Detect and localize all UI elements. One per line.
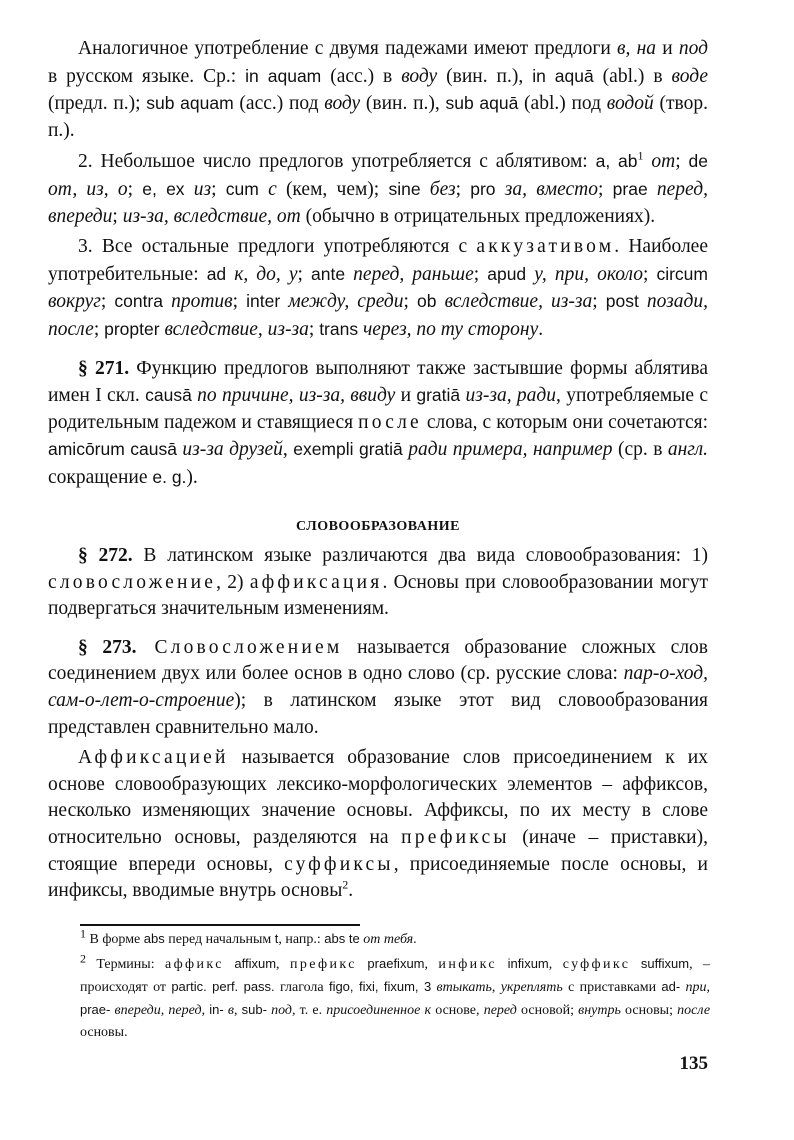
latin-term: inter <box>246 291 281 312</box>
text: и <box>656 38 679 59</box>
latin-term: cum <box>225 178 259 199</box>
footnote-1 <box>80 928 710 951</box>
text: , <box>282 439 294 461</box>
russian-term: от тебя <box>359 932 414 947</box>
footnote-ref[interactable]: 1 <box>637 148 644 163</box>
footnote-2 <box>80 953 710 1044</box>
russian-term: под <box>678 38 708 59</box>
russian-term: присоединенное к <box>326 1003 432 1018</box>
russian-term: за, вместо <box>495 178 599 200</box>
text: , <box>201 1003 210 1018</box>
latin-term: a, ab <box>595 151 638 172</box>
latin-term: figo, fixi, fixum, 3 <box>328 979 432 994</box>
spaced-term: инфикс <box>438 957 498 972</box>
text: слова, с которым они сочетаются: <box>421 411 708 433</box>
footnote-ref[interactable]: 2 <box>342 877 349 892</box>
section-number: § 273. <box>78 636 137 658</box>
latin-term: t <box>274 931 279 946</box>
russian-term: внутрь <box>578 1003 621 1018</box>
russian-term: к, до, у <box>226 263 298 285</box>
russian-term: англ. <box>667 439 709 461</box>
russian-term: при <box>680 980 707 995</box>
latin-term: trans <box>319 318 359 339</box>
latin-term: sub aquā <box>445 93 519 114</box>
latin-term: e, ex <box>142 178 185 199</box>
main-text <box>48 36 708 492</box>
text: , <box>706 980 711 995</box>
latin-term: propter <box>104 318 160 339</box>
text: (abl.) под <box>518 93 607 115</box>
section-heading: СЛОВООБРАЗОВАНИЕ <box>296 519 460 534</box>
latin-term: affixum <box>223 956 277 971</box>
spaced-term: Аффиксацией <box>78 747 229 769</box>
text: ; <box>642 263 657 285</box>
russian-term: перед <box>483 1003 517 1018</box>
text: с приставками <box>562 980 662 995</box>
latin-term: partic. perf. pass. <box>171 979 275 994</box>
latin-term: exempli gratiā <box>293 439 403 460</box>
russian-term: от <box>643 151 676 173</box>
paragraph-intro <box>48 36 708 144</box>
paragraph-ablative <box>48 148 708 230</box>
russian-term: после <box>677 1003 711 1018</box>
text: 3. Все остальные предлоги употребляются с <box>78 236 477 258</box>
russian-term: из-за, вследствие, от <box>122 205 301 227</box>
russian-term: воду <box>401 65 438 87</box>
russian-term: через, по ту сторону <box>358 318 539 340</box>
text: ; <box>100 291 115 313</box>
latin-term: de <box>688 151 708 172</box>
latin-term: contra <box>114 291 163 312</box>
latin-term: in- <box>209 1002 224 1017</box>
russian-term: у, при, около <box>526 263 643 285</box>
latin-term: prae <box>612 178 648 199</box>
latin-term: in aquā <box>532 65 594 86</box>
text: ; <box>127 178 143 200</box>
russian-term: перед, впереди <box>48 178 708 227</box>
latin-term: gratiā <box>416 385 461 406</box>
word-formation-text <box>48 543 708 905</box>
russian-term: вокруг <box>48 291 101 313</box>
text: называется образование слов присоединением к их основе словообразующих лексико-морфологических элементов – аффиксов, несколько изменяющих значение основы. Аффиксы, по их месту в слове относительно основы, разделяются на <box>48 747 708 848</box>
russian-term: воду <box>324 93 361 115</box>
russian-term: между, среди <box>280 291 404 313</box>
latin-term: in aquam <box>245 65 322 86</box>
paragraph-affixation <box>48 745 708 905</box>
text: (вин. п.), <box>437 65 533 87</box>
text: ; <box>403 291 418 313</box>
text: (предл. п.); <box>48 93 147 115</box>
russian-term: впереди, перед <box>110 1003 202 1018</box>
text: (acc.) под <box>233 93 325 115</box>
russian-term: от, из, о <box>48 178 128 200</box>
text: (ср. в <box>612 439 668 461</box>
text: называется образование сложных слов соединением двух или более основ в одно слово (ср. русские слова: <box>48 636 709 685</box>
latin-term: post <box>605 291 639 312</box>
russian-term: из <box>184 178 212 200</box>
paragraph-accusative <box>48 234 708 343</box>
spaced-term: после <box>358 411 422 433</box>
latin-term: suffixum <box>630 956 690 971</box>
latin-term: ad <box>206 263 227 284</box>
russian-term: против <box>163 291 233 313</box>
latin-term: pro <box>470 178 496 199</box>
russian-term: ради примера, например <box>402 439 613 461</box>
page-number: 135 <box>679 1053 708 1074</box>
spaced-term: аффиксация <box>249 571 383 593</box>
text: в русском языке. Ср.: <box>48 65 246 87</box>
text: 2. Небольшое число предлогов употребляется с аблятивом: <box>78 151 596 173</box>
latin-term: sub aquam <box>146 93 234 114</box>
latin-term: apud <box>487 263 527 284</box>
latin-term: causā <box>145 385 192 406</box>
russian-term: позади, после <box>48 291 709 340</box>
paragraph-273 <box>48 635 708 741</box>
russian-term: из-за, ради <box>460 385 557 407</box>
text: сокращение <box>48 466 153 488</box>
text: , т. е. <box>292 1003 327 1018</box>
text: Функцию предлогов выполняют также застывшие формы аблятива имен I скл. <box>48 357 708 407</box>
text: В латинском языке различаются два вида словообразования: 1) <box>132 545 709 566</box>
footnote-mark: 2 <box>80 951 86 966</box>
latin-term: sine <box>388 178 421 199</box>
text: ; <box>211 178 226 200</box>
spaced-term: суффиксы <box>284 853 394 875</box>
text: (обычно в отрицательных предложениях). <box>300 205 656 227</box>
text: . <box>538 318 544 340</box>
spaced-term: префикс <box>289 957 357 972</box>
text: . Наиболее употребительные: <box>48 236 708 285</box>
spaced-term: суффикс <box>562 957 631 972</box>
russian-term: под <box>266 1003 292 1018</box>
footnote-mark: 1 <box>80 926 86 941</box>
paragraph-271 <box>48 356 708 492</box>
text: , употребляемые с родительным падежом и ставящиеся <box>48 385 708 433</box>
text: ; <box>455 178 471 200</box>
russian-term: водой <box>606 93 654 115</box>
latin-term: ad- <box>661 979 681 994</box>
text: ; <box>232 291 247 313</box>
text: , 2) <box>216 571 250 593</box>
russian-term: вследствие, из-за <box>436 291 593 313</box>
russian-term: с <box>258 178 277 200</box>
footnote-divider <box>80 924 360 926</box>
text: Аналогичное употребление с двумя падежами имеют предлоги <box>78 38 618 59</box>
latin-term: abs te <box>324 931 360 946</box>
text: В форме <box>86 932 144 947</box>
russian-term: из-за друзей <box>176 439 283 461</box>
text: , присоединяемые после основы, и инфиксы, вводимые внутрь основы <box>48 853 708 902</box>
latin-term: prae- <box>80 1002 111 1017</box>
text: , <box>276 957 290 972</box>
text: , напр.: <box>278 932 325 947</box>
russian-term: без <box>420 178 456 200</box>
text: (твор. п.). <box>48 93 708 141</box>
text: . Основы при словообразовании могут подвергаться значительным изменениям. <box>48 571 708 620</box>
russian-term: втыкать, укреплять <box>431 980 563 995</box>
text: и <box>395 385 417 407</box>
text: ; <box>473 263 488 285</box>
latin-term: infixum <box>497 956 549 971</box>
text: , <box>548 957 563 972</box>
text: (abl.) в <box>593 65 672 87</box>
spaced-term: аккузативом <box>476 236 615 258</box>
text: глагола <box>274 980 329 995</box>
text: (кем, чем); <box>276 178 389 200</box>
text: (acc.) в <box>321 65 402 87</box>
text: ; <box>308 318 320 340</box>
russian-term: в <box>223 1003 234 1018</box>
latin-term: amicōrum causā <box>48 439 177 460</box>
text: ; <box>598 178 613 200</box>
text: ); в латинском языке этот вид словообразования представлен сравнительно мало. <box>48 689 708 738</box>
text: ; <box>93 318 105 340</box>
text: основы. <box>80 1025 128 1040</box>
russian-term: перед, раньше <box>345 263 474 285</box>
russian-term: вследствие, из-за <box>159 318 309 340</box>
russian-term: в, на <box>617 38 657 59</box>
latin-term: praefixum <box>356 956 425 971</box>
text: , – происходят от <box>80 957 711 995</box>
text: , <box>424 957 439 972</box>
paragraph-272 <box>48 543 708 623</box>
latin-term: sub- <box>241 1002 267 1017</box>
text: ; <box>297 263 312 285</box>
russian-term: пар-о-ход, сам-о-лет-о-строение <box>48 663 708 711</box>
spaced-term: префиксы <box>401 826 510 848</box>
latin-term: circum <box>656 263 708 284</box>
text: (вин. п.), <box>360 93 446 115</box>
text: , <box>233 1003 242 1018</box>
section-number: § 272. <box>78 545 133 566</box>
latin-term: e. g. <box>152 466 187 487</box>
text: . <box>348 880 354 902</box>
spaced-term: аффикс <box>165 957 224 972</box>
latin-term: ante <box>311 263 346 284</box>
russian-term: по причине, из-за, ввиду <box>191 385 396 407</box>
text: (иначе – приставки), стоящие впереди основы, <box>48 826 708 875</box>
text: основы; <box>620 1003 678 1018</box>
text: ). <box>186 466 198 488</box>
text: . <box>413 932 417 947</box>
latin-term: abs <box>143 931 165 946</box>
text: основой; <box>516 1003 579 1018</box>
spaced-term: Словосложением <box>136 636 343 658</box>
text: ; <box>675 151 689 173</box>
text: ; <box>112 205 123 227</box>
spaced-term: словосложение <box>48 571 217 593</box>
text: перед начальным <box>164 932 275 947</box>
section-number: § 271. <box>78 357 130 379</box>
text: основе, <box>431 1003 484 1018</box>
text: ; <box>592 291 606 313</box>
footnotes <box>80 928 710 1044</box>
text: Термины: <box>86 957 165 972</box>
latin-term: ob <box>417 291 437 312</box>
russian-term: воде <box>671 65 708 87</box>
